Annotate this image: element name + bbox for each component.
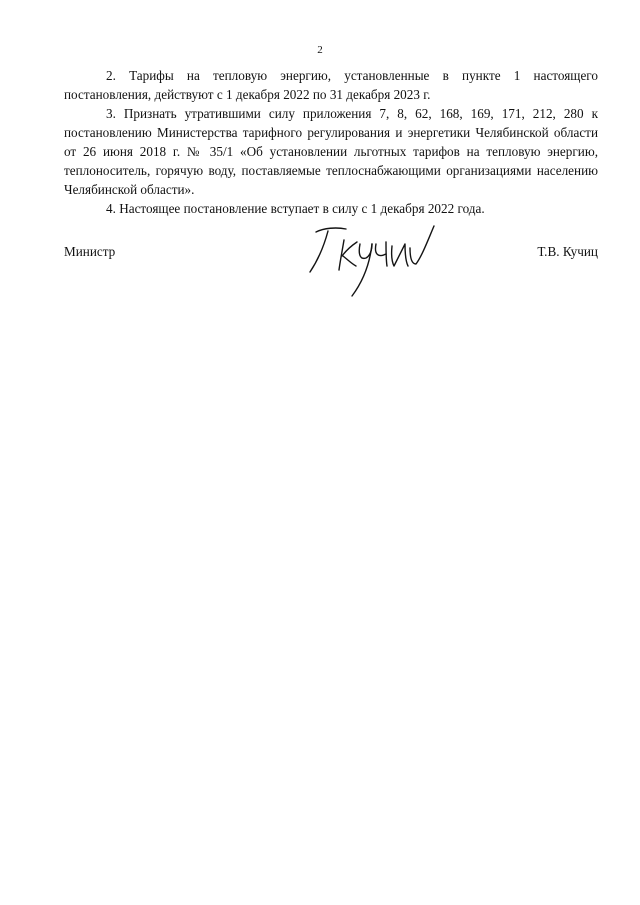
paragraph-2: 2. Тарифы на тепловую энергию, установленные в пункте 1 настоящего постановления, действуют с 1 декабря 2022 по 31 декабря 2023 г. [64,68,598,102]
signatory-role: Министр [64,244,116,259]
paragraph-4: 4. Настоящее постановление вступает в силу с 1 декабря 2022 года. [106,201,485,216]
document-body [64,66,598,218]
paragraph-3: 3. Признать утратившими силу приложения 7, 8, 62, 168, 169, 171, 212, 280 к постановлению Министерства тарифного регулирования и энергетики Челябинской области от 26 июня 2018 г. № 35/1 «Об установлении льготных тарифов на тепловую энергию, теплоноситель, горячую воду, поставляемые теплоснабжающими организациями населению Челябинской области». [64,106,598,197]
signatory-name: Т.В. Кучиц [537,244,598,259]
page-number: 2 [317,44,323,56]
handwritten-signature [302,216,442,300]
